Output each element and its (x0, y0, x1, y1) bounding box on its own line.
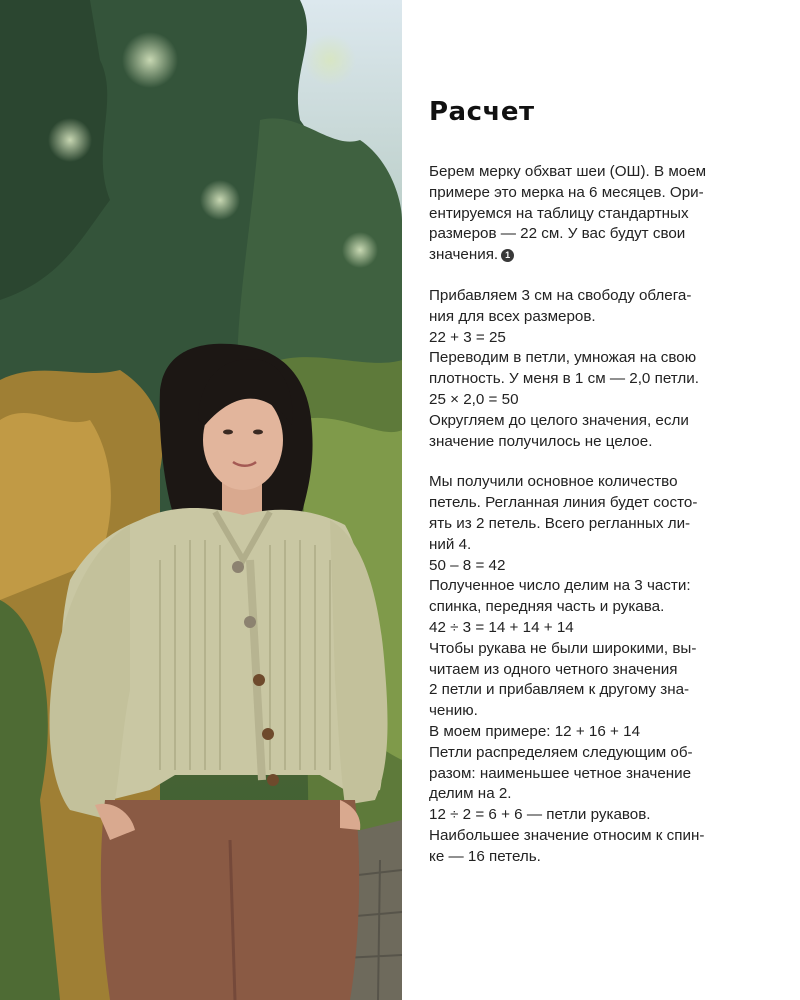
paragraph-distribution (429, 472, 749, 867)
text-line: ентируемся на таблицу стандартных (429, 204, 689, 222)
text-line: Прибавляем 3 см на свободу облега- (429, 286, 692, 304)
text-line: ке — 16 петель. (429, 847, 541, 865)
text-line: делим на 2. (429, 785, 512, 803)
paragraph-measure (429, 162, 749, 266)
text-line: читаем из одного четного значения (429, 660, 678, 678)
article (429, 96, 749, 888)
text-line: Берем мерку обхват шеи (ОШ). В моем (429, 163, 707, 180)
formula-line: 42 ÷ 3 = 14 + 14 + 14 (429, 618, 574, 636)
text-line: Мы получили основное количество (429, 473, 678, 491)
text-line: ния для всех размеров. (429, 307, 596, 325)
article-heading: Расчет (429, 97, 535, 127)
text-line: спинка, передняя часть и рукава. (429, 598, 665, 616)
formula-line: 22 + 3 = 25 (429, 328, 506, 346)
text-line: Округляем до целого значения, если (429, 411, 689, 429)
text-line: размеров — 22 см. У вас будут свои (429, 225, 686, 243)
text-line: ний 4. (429, 535, 472, 553)
text-line: Чтобы рукава не были широкими, вы- (429, 639, 697, 657)
text-line: разом: наименьшее четное значение (429, 764, 692, 782)
formula-line: В моем примере: 12 + 16 + 14 (429, 722, 641, 740)
text-line: примере это мерка на 6 месяцев. Ори- (429, 183, 704, 201)
text-line: значение получилось не целое. (429, 432, 653, 450)
formula-line: 25 × 2,0 = 50 (429, 390, 519, 408)
text-line: чению. (429, 702, 478, 720)
text-line: плотность. У меня в 1 см — 2,0 петли. (429, 370, 699, 388)
footnote-marker-icon: 1 (501, 249, 514, 262)
text-line (429, 245, 749, 266)
text-line: Полученное число делим на 3 части: (429, 577, 691, 595)
text-line: 2 петли и прибавляем к другому зна- (429, 681, 690, 699)
formula-line: 12 ÷ 2 = 6 + 6 — петли рукавов. (429, 806, 651, 824)
text-line: Переводим в петли, умножая на свою (429, 349, 697, 367)
text-line: ять из 2 петель. Всего регланных ли- (429, 514, 691, 532)
formula-line: 50 – 8 = 42 (429, 556, 506, 574)
text-line: Петли распределяем следующим об- (429, 743, 693, 761)
text-line: петель. Регланная линия будет состо- (429, 494, 698, 512)
paragraph-ease (429, 286, 749, 452)
text-line-fragment: значения. (429, 246, 499, 264)
text-line: Наибольшее значение относим к спин- (429, 826, 705, 844)
